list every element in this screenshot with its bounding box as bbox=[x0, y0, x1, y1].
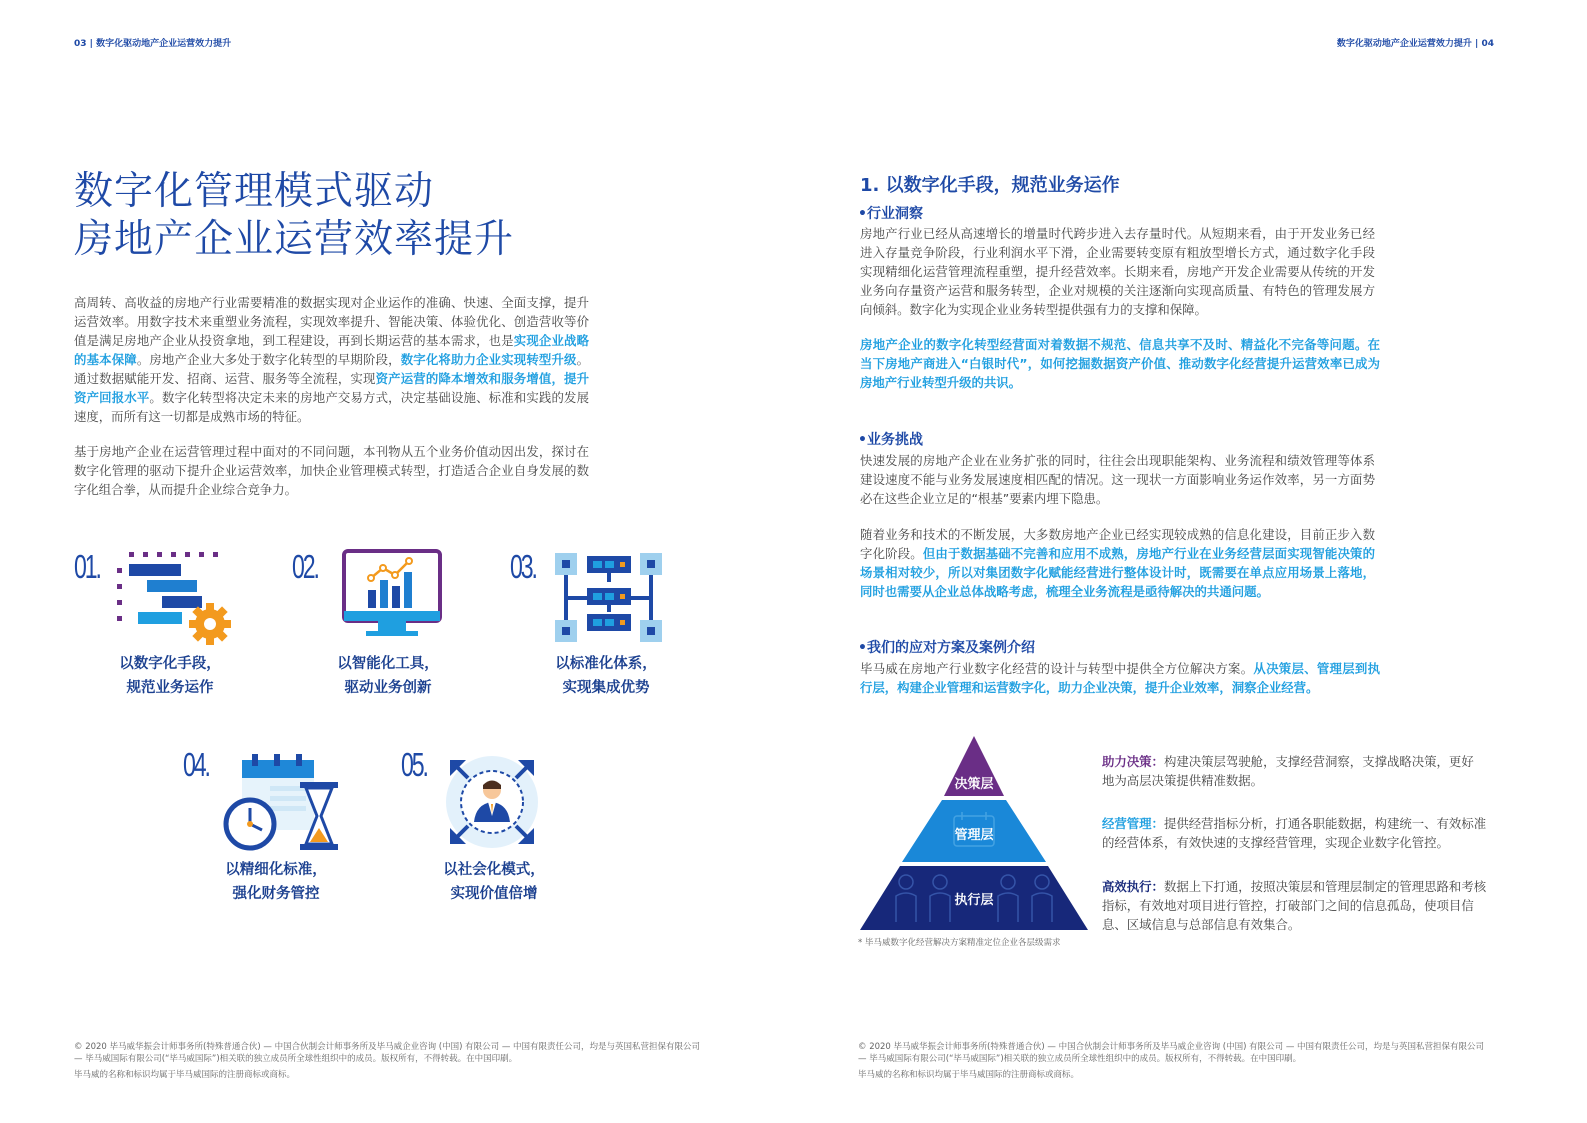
pyramid-label-middle: 管理层 bbox=[954, 828, 994, 843]
server-network-icon bbox=[553, 548, 668, 648]
insight-heading: •行业洞察 bbox=[858, 206, 923, 222]
item-label-02: 以智能化工具， 驱动业务创新 bbox=[337, 656, 439, 696]
pyramid-label-bottom: 执行层 bbox=[954, 893, 994, 908]
title-line-2: 房地产企业运营效率提升 bbox=[74, 217, 515, 262]
solution-heading: •我们的应对方案及案例介绍 bbox=[858, 640, 1035, 656]
calendar-clock-icon bbox=[222, 752, 347, 852]
item-number-02: 02. bbox=[292, 548, 318, 585]
desc-decision: 助力决策：构建决策层驾驶舱，支撑经营洞察，支撑战略决策，更好地为高层决策提供精准数据。 bbox=[1102, 754, 1474, 788]
header-right: 数字化驱动地产企业运营效力提升 | 04 bbox=[1336, 39, 1494, 49]
item-label-05: 以社会化模式， 实现价值倍增 bbox=[443, 862, 545, 902]
monitor-chart-icon bbox=[338, 548, 448, 648]
desc-management: 经营管理：提供经营指标分析，打通各职能数据，构建统一、有效标准的经营体系，有效快速的支撑经营管理，实现企业数字化管控。 bbox=[1102, 816, 1487, 850]
item-number-05: 05. bbox=[401, 746, 427, 783]
header-left: 03 | 数字化驱动地产企业运营效力提升 bbox=[74, 39, 232, 49]
footer-left: © 2020 毕马威华振会计师事务所(特殊普通合伙) — 中国合伙制会计师事务所及毕马威企业咨询 (中国) 有限公司 — 中国有限责任公司，均是与英国私营担保有限公司 — 毕马威国际有限公司(“毕马威国际”)相关联的独立成员所全球性组织中的成员。版权所有，不得转载。在中国印刷。 毕马威的名称和标识均属于毕马威国际的注册商标或商标。 bbox=[74, 1042, 701, 1080]
footer-right: © 2020 毕马威华振会计师事务所(特殊普通合伙) — 中国合伙制会计师事务所及毕马威企业咨询 (中国) 有限公司 — 中国有限责任公司，均是与英国私营担保有限公司 — 毕马威国际有限公司(“毕马威国际”)相关联的独立成员所全球性组织中的成员。版权所有，不得转载。在中国印刷。 毕马威的名称和标识均属于毕马威国际的注册商标或商标。 bbox=[858, 1042, 1485, 1080]
intro-paragraph: 高周转、高收益的房地产行业需要精准的数据实现对企业运作的准确、快速、全面支撑，提升运营效率。用数字技术来重塑业务流程，实现效率提升、智能决策、体验优化、创造营收等价值是满足房地产企业从投资拿地，到工程建设，再到长期运营的基本需求，也是实现企业战略的基本保障。房地产企业大多处于数字化转型的早期阶段，数字化将助力企业实现转型升级。通过数据赋能开发、招商、运营、服务等全流程，实现资产运营的降本增效和服务增值，提升资产回报水平。数字化转型将决定未来的房地产交易方式，决定基础设施、标准和实践的发展速度，而所有这一切都是成熟市场的特征。 bbox=[74, 295, 590, 424]
gantt-gear-icon bbox=[112, 548, 237, 648]
item-number-03: 03. bbox=[510, 548, 536, 585]
item-label-04: 以精细化标准， 强化财务管控 bbox=[225, 862, 327, 902]
challenge-body-2: 随着业务和技术的不断发展，大多数房地产企业已经实现较成熟的信息化建设，目前正步入数字化阶段。但由于数据基础不完善和应用不成熟，房地产行业在业务经营层面实现智能决策的场景相对较少，所以对集团数字化赋能经营进行整体设计时，既需要在单点应用场景上落地，同时也需要从企业总体战略考虑，梳理全业务流程是亟待解决的共通问题。 bbox=[860, 527, 1376, 599]
solution-body: 毕马威在房地产行业数字化经营的设计与转型中提供全方位解决方案。从决策层、管理层到执行层，构建企业管理和运营数字化，助力企业决策，提升企业效率，洞察企业经营。 bbox=[860, 661, 1381, 695]
challenge-body-1: 快速发展的房地产企业在业务扩张的同时，往往会出现职能架构、业务流程和绩效管理等体系建设速度不能与业务发展速度相匹配的情况。这一现状一方面影响业务运作效率，另一方面势必在这些企业立足的“根基”要素内埋下隐患。 bbox=[860, 453, 1375, 506]
title-line-1: 数字化管理模式驱动 bbox=[74, 169, 435, 214]
pyramid-label-top: 决策层 bbox=[954, 777, 994, 792]
pyramid-caption: * 毕马威数字化经营解决方案精准定位企业各层级需求 bbox=[858, 938, 1061, 948]
desc-execution: 高效执行：数据上下打通，按照决策层和管理层制定的管理思路和考核指标，有效地对项目进行管控，打破部门之间的信息孤岛，使项目信息、区域信息与总部信息有效集合。 bbox=[1102, 879, 1487, 932]
challenge-heading: •业务挑战 bbox=[858, 432, 923, 448]
insight-highlight: 房地产企业的数字化转型经营面对着数据不规范、信息共享不及时、精益化不完备等问题。在当下房地产商进入“白银时代”，如何挖掘数据资产价值、推动数字化经营提升运营效率已成为房地产行业转型升级的共识。 bbox=[860, 337, 1380, 390]
pyramid-diagram bbox=[858, 734, 1090, 934]
item-number-04: 04. bbox=[183, 746, 209, 783]
page-title bbox=[74, 168, 514, 264]
insight-body: 房地产行业已经从高速增长的增量时代跨步进入去存量时代。从短期来看，由于开发业务已经进入存量竞争阶段，行业利润水平下滑，企业需要转变原有粗放型增长方式，通过数字化手段实现精细化运营管理流程重塑，提升经营效率。长期来看，房地产开发企业需要从传统的开发业务向存量资产运营和服务转型，企业对规模的关注逐渐向实现高质量、有特色的管理发展方向倾斜。数字化为实现企业业务转型提供强有力的支撑和保障。 bbox=[860, 226, 1375, 317]
item-label-03: 以标准化体系， 实现集成优势 bbox=[555, 656, 657, 696]
expand-person-icon bbox=[440, 752, 544, 852]
intro-paragraph-2: 基于房地产企业在运营管理过程中面对的不同问题，本刊物从五个业务价值动因出发，探讨在数字化管理的驱动下提升企业运营效率，加快企业管理模式转型，打造适合企业自身发展的数字化组合拳，从而提升企业综合竞争力。 bbox=[74, 444, 589, 497]
item-label-01: 以数字化手段， 规范业务运作 bbox=[119, 656, 221, 696]
section-title: 1. 以数字化手段，规范业务运作 bbox=[860, 175, 1120, 196]
item-number-01: 01. bbox=[74, 548, 100, 585]
